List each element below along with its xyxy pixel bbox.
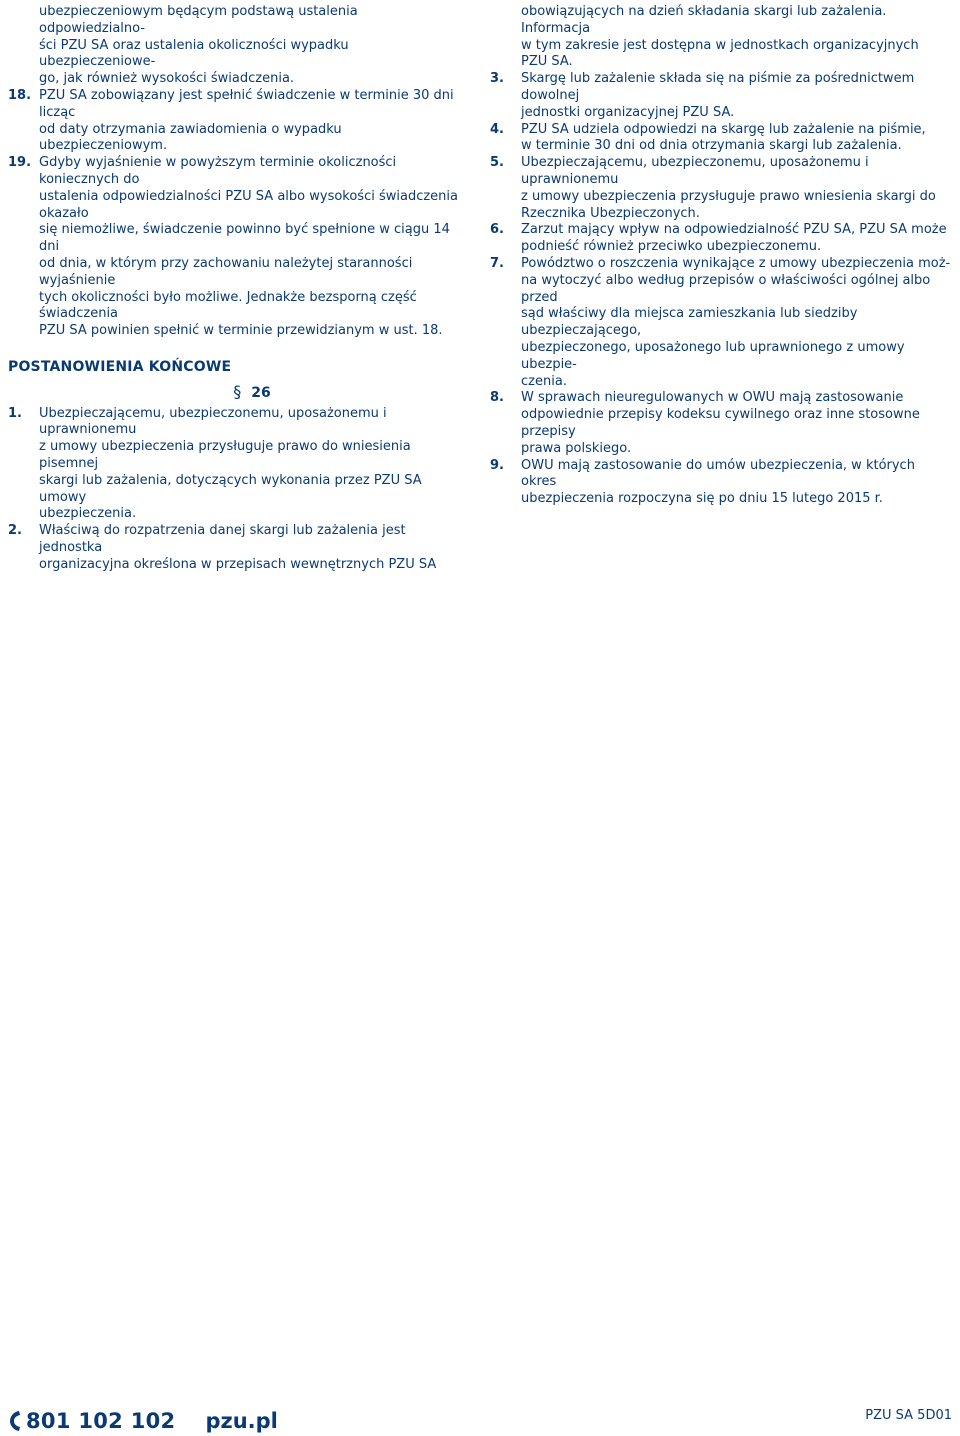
item-text: Gdyby wyjaśnienie w powyższym terminie okoliczności koniecznych do ustalenia odpowiedzialności PZU SA albo wysokości świadczenia okazało się niemożliwe, świadczenie powinno być spełnione w ciągu 14 dni od dnia, w którym przy zachowaniu należytej staranności wyjaśnienie tych okoliczności było możliwe. Jednakże bezsporną część świadczenia PZU SA powinien spełnić w terminie przewidzianym w ust. 18. [39, 155, 458, 339]
left-column [8, 4, 466, 574]
section-sign: § [233, 381, 242, 401]
item-number: 6. [490, 222, 504, 238]
item-number: 4. [490, 121, 504, 137]
list-item [490, 155, 952, 222]
item-number: 2. [8, 523, 22, 539]
item-number: 5. [490, 155, 504, 171]
item-number: 18. [8, 87, 32, 103]
right-column [490, 4, 952, 508]
item-number: 8. [490, 390, 504, 406]
list-item [490, 458, 952, 508]
list-item [490, 390, 952, 457]
item-text: Zarzut mający wpływ na odpowiedzialność PZU SA, PZU SA może podnieść również przeciwko ubezpieczonemu. [521, 222, 947, 255]
section-number-value: 26 [251, 384, 271, 401]
item-text: Ubezpieczającemu, ubezpieczonemu, uposażonemu i uprawnionemu z umowy ubezpieczenia przysługuje prawo wniesienia skargi do Rzecznika Ubezpieczonych. [521, 155, 936, 221]
item-number: 3. [490, 71, 504, 87]
list-item [490, 122, 952, 156]
list-item [8, 406, 466, 524]
continuation-paragraph [8, 4, 466, 88]
document-code: PZU SA 5D01 [865, 1408, 952, 1423]
list-item [490, 222, 952, 256]
item-text: Ubezpieczającemu, ubezpieczonemu, uposażonemu i uprawnionemu z umowy ubezpieczenia przysługuje prawo do wniesienia pisemnej skargi lub zażalenia, dotyczących wykonania przez PZU SA umowy ubezpieczenia. [39, 405, 422, 522]
continuation-text: obowiązujących na dzień składania skargi lub zażalenia. Informacja w tym zakresie jest dostępna w jednostkach organizacyjnych PZU SA. [521, 4, 919, 70]
list-item [490, 256, 952, 390]
item-text: OWU mają zastosowanie do umów ubezpieczenia, w których okres ubezpieczenia rozpoczyna się po dniu 15 lutego 2015 r. [521, 457, 915, 507]
section-number [8, 381, 466, 402]
section-heading: POSTANOWIENIA KOŃCOWE [8, 358, 232, 375]
list-item [8, 523, 466, 573]
item-number: 19. [8, 155, 32, 171]
list-item [8, 155, 466, 340]
continuation-text: ubezpieczeniowym będącym podstawą ustalenia odpowiedzialno- ści PZU SA oraz ustalenia okoliczności wypadku ubezpieczeniowe- go, jak również wysokości świadczenia. [39, 4, 358, 87]
continuation-paragraph [490, 4, 952, 71]
item-text: Powództwo o roszczenia wynikające z umowy ubezpieczenia moż- na wytoczyć albo według przepisów o właściwości ogólnej albo przed sąd właściwy dla miejsca zamieszkania lub siedziby ubezpieczającego, ubezpieczonego, uposażonego lub uprawnionego z umowy ubezpie- czenia. [521, 255, 951, 389]
phone-number[interactable]: 801 102 102 [26, 1409, 176, 1433]
item-number: 1. [8, 405, 22, 421]
list-item [490, 71, 952, 121]
phone-handset-icon [8, 1409, 22, 1433]
item-text: PZU SA zobowiązany jest spełnić świadczenie w terminie 30 dni licząc od daty otrzymania zawiadomienia o wypadku ubezpieczeniowym. [39, 87, 454, 154]
item-text: W sprawach nieuregulowanych w OWU mają zastosowanie odpowiednie przepisy kodeksu cywilnego oraz inne stosowne przepisy prawa polskiego. [521, 390, 920, 456]
item-number: 9. [490, 457, 504, 473]
item-number: 7. [490, 255, 504, 271]
item-text: Właściwą do rozpatrzenia danej skargi lub zażalenia jest jednostka organizacyjna określona w przepisach wewnętrznych PZU SA [39, 523, 437, 572]
list-item [8, 88, 466, 155]
item-text: PZU SA udziela odpowiedzi na skargę lub zażalenie na piśmie, w terminie 30 dni od dnia otrzymania skargi lub zażalenia. [521, 121, 926, 154]
footer [8, 1406, 278, 1436]
website-link[interactable]: pzu.pl [205, 1409, 278, 1433]
item-text: Skargę lub zażalenie składa się na piśmie za pośrednictwem dowolnej jednostki organizacyjnej PZU SA. [521, 71, 915, 120]
